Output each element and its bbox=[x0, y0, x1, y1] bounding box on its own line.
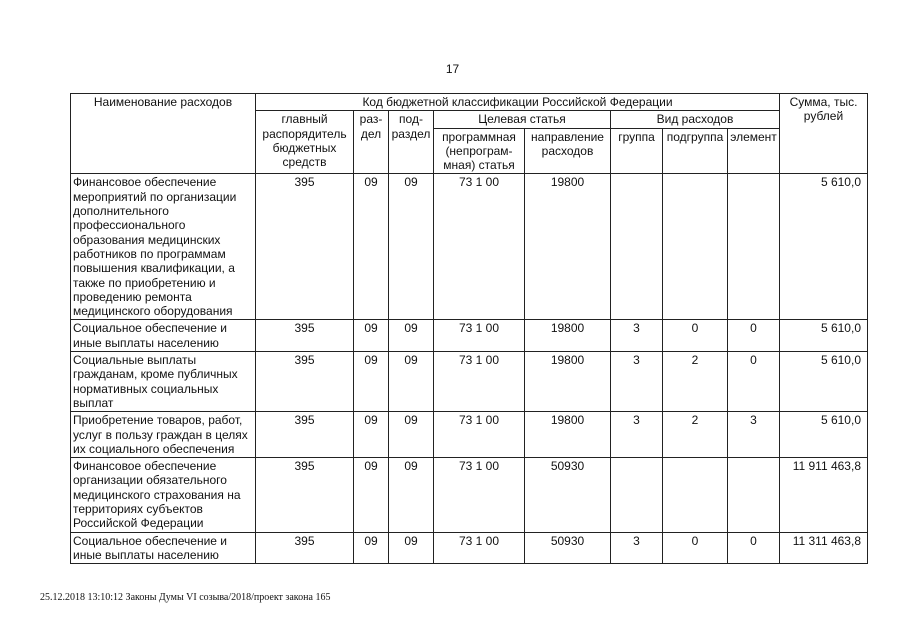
row-group bbox=[611, 174, 663, 320]
header-subsection: под-раздел bbox=[389, 111, 434, 174]
table-row bbox=[71, 352, 868, 412]
row-manager: 395 bbox=[256, 174, 354, 320]
row-program: 73 1 00 bbox=[434, 532, 525, 564]
row-subsection: 09 bbox=[389, 412, 434, 458]
row-subgroup bbox=[663, 458, 728, 532]
row-program: 73 1 00 bbox=[434, 352, 525, 412]
header-main-manager: главный распорядитель бюджетных средств bbox=[256, 111, 354, 174]
row-subgroup bbox=[663, 174, 728, 320]
row-section: 09 bbox=[354, 412, 389, 458]
row-name: Финансовое обеспечение мероприятий по организации дополнительного профессионального образования медицинских работников по программам повышения квалификации, а также по приобретению и проведению ремонта медицинского оборудования bbox=[71, 174, 256, 320]
row-subsection: 09 bbox=[389, 532, 434, 564]
row-sum: 5 610,0 bbox=[780, 352, 868, 412]
row-sum: 5 610,0 bbox=[780, 320, 868, 352]
row-manager: 395 bbox=[256, 532, 354, 564]
row-subsection: 09 bbox=[389, 174, 434, 320]
header-element: элемент bbox=[728, 128, 780, 174]
row-manager: 395 bbox=[256, 412, 354, 458]
row-direction: 19800 bbox=[525, 174, 611, 320]
row-manager: 395 bbox=[256, 352, 354, 412]
row-section: 09 bbox=[354, 320, 389, 352]
row-sum: 11 911 463,8 bbox=[780, 458, 868, 532]
header-expense-type: Вид расходов bbox=[611, 111, 780, 128]
row-element bbox=[728, 174, 780, 320]
row-section: 09 bbox=[354, 458, 389, 532]
budget-table bbox=[70, 93, 868, 564]
row-direction: 19800 bbox=[525, 412, 611, 458]
row-group: 3 bbox=[611, 320, 663, 352]
header-name: Наименование расходов bbox=[71, 94, 256, 174]
row-section: 09 bbox=[354, 532, 389, 564]
row-name: Социальные выплаты гражданам, кроме публичных нормативных социальных выплат bbox=[71, 352, 256, 412]
row-program: 73 1 00 bbox=[434, 458, 525, 532]
row-subsection: 09 bbox=[389, 458, 434, 532]
table-row bbox=[71, 320, 868, 352]
table-row bbox=[71, 412, 868, 458]
row-group bbox=[611, 458, 663, 532]
row-section: 09 bbox=[354, 174, 389, 320]
row-group: 3 bbox=[611, 412, 663, 458]
header-subgroup: подгруппа bbox=[663, 128, 728, 174]
row-manager: 395 bbox=[256, 458, 354, 532]
row-direction: 50930 bbox=[525, 532, 611, 564]
row-subgroup: 0 bbox=[663, 320, 728, 352]
header-section: раз-дел bbox=[354, 111, 389, 174]
row-program: 73 1 00 bbox=[434, 320, 525, 352]
row-subgroup: 2 bbox=[663, 412, 728, 458]
row-sum: 11 311 463,8 bbox=[780, 532, 868, 564]
row-subsection: 09 bbox=[389, 320, 434, 352]
row-direction: 19800 bbox=[525, 320, 611, 352]
row-group: 3 bbox=[611, 532, 663, 564]
page-number: 17 bbox=[445, 62, 460, 76]
header-code-group: Код бюджетной классификации Российской Федерации bbox=[256, 94, 780, 111]
row-sum: 5 610,0 bbox=[780, 412, 868, 458]
header-target-item: Целевая статья bbox=[434, 111, 611, 128]
row-subsection: 09 bbox=[389, 352, 434, 412]
row-element: 3 bbox=[728, 412, 780, 458]
row-element: 0 bbox=[728, 352, 780, 412]
header-direction: направление расходов bbox=[525, 128, 611, 174]
row-program: 73 1 00 bbox=[434, 412, 525, 458]
row-group: 3 bbox=[611, 352, 663, 412]
row-subgroup: 2 bbox=[663, 352, 728, 412]
row-name: Приобретение товаров, работ, услуг в пользу граждан в целях их социального обеспечения bbox=[71, 412, 256, 458]
row-direction: 50930 bbox=[525, 458, 611, 532]
header-group: группа bbox=[611, 128, 663, 174]
row-direction: 19800 bbox=[525, 352, 611, 412]
table-row bbox=[71, 532, 868, 564]
row-element: 0 bbox=[728, 532, 780, 564]
row-section: 09 bbox=[354, 352, 389, 412]
row-program: 73 1 00 bbox=[434, 174, 525, 320]
header-sum: Сумма, тыс. рублей bbox=[780, 94, 868, 174]
row-manager: 395 bbox=[256, 320, 354, 352]
row-name: Социальное обеспечение и иные выплаты населению bbox=[71, 320, 256, 352]
table-row bbox=[71, 458, 868, 532]
row-subgroup: 0 bbox=[663, 532, 728, 564]
table-row bbox=[71, 174, 868, 320]
header-program-item: программная (непрограм-мная) статья bbox=[434, 128, 525, 174]
row-element: 0 bbox=[728, 320, 780, 352]
document-footer: 25.12.2018 13:10:12 Законы Думы VI созыва/2018/проект закона 165 bbox=[40, 592, 331, 603]
row-name: Социальное обеспечение и иные выплаты населению bbox=[71, 532, 256, 564]
row-sum: 5 610,0 bbox=[780, 174, 868, 320]
row-name: Финансовое обеспечение организации обязательного медицинского страхования на территориях субъектов Российской Федерации bbox=[71, 458, 256, 532]
row-element bbox=[728, 458, 780, 532]
